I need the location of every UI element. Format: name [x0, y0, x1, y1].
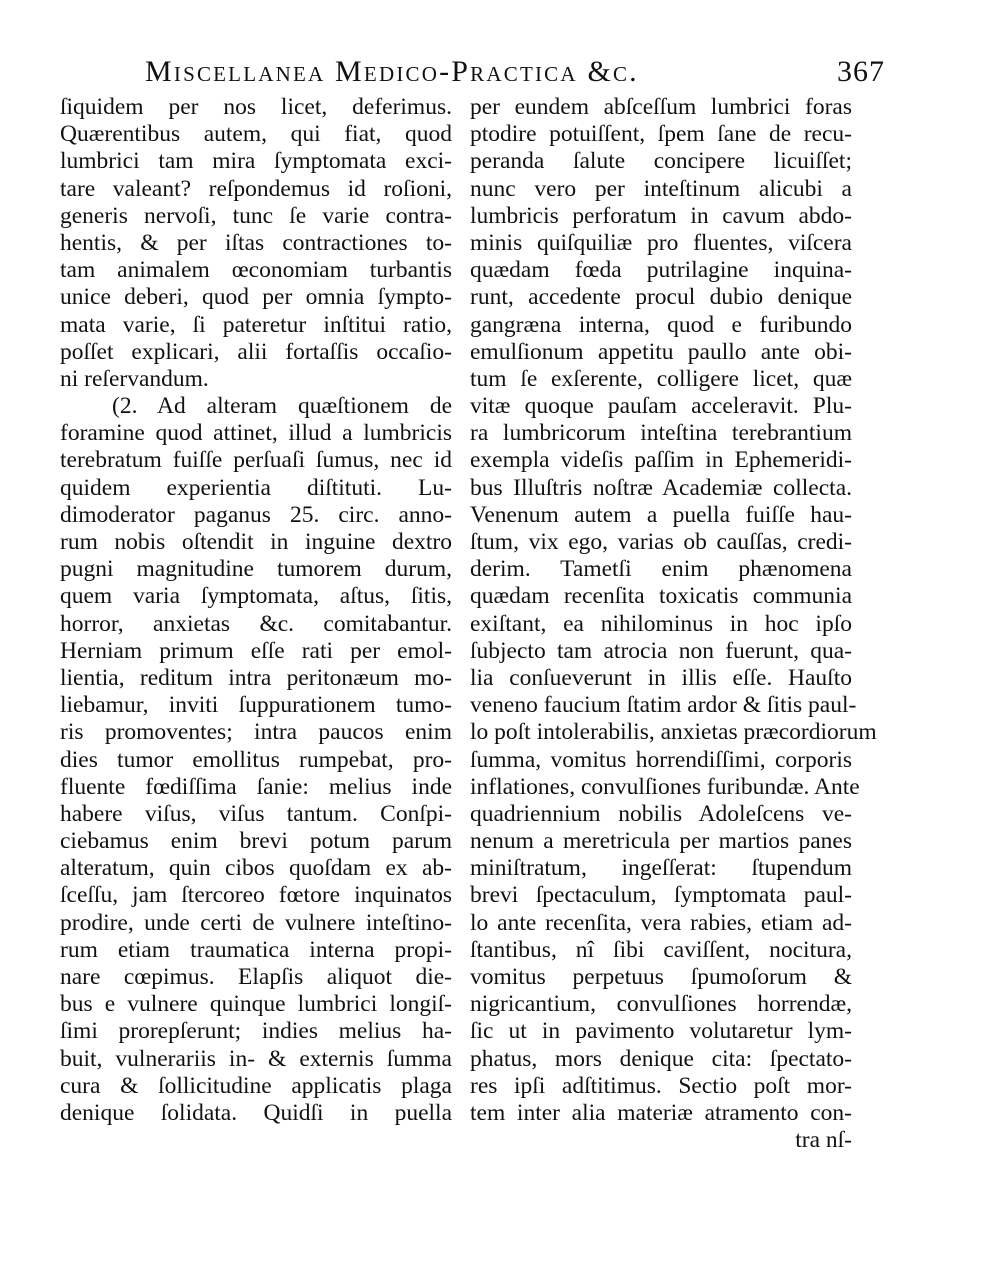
text-line: exempla videſis paſſim in Ephemeridi-: [470, 447, 852, 474]
text-line: quædam recenſita toxicatis communia: [470, 583, 852, 610]
text-line: ſumma, vomitus horrendiſſimi, corporis: [470, 746, 852, 773]
text-line: ſtantibus, nî ſibi caviſſent, nocitura,: [470, 936, 852, 963]
text-line: emulſionum appetitu paullo ante obi-: [470, 338, 852, 365]
text-line: tra nſ-: [795, 1127, 852, 1154]
text-line: nare cœpimus. Elapſis aliquot die-: [60, 964, 452, 990]
text-line: gangræna interna, quod e furibundo: [470, 311, 852, 338]
text-line: poſſet explicari, alii fortaſſis occaſio-: [60, 338, 452, 365]
text-line: lumbricis perforatum in cavum abdo-: [470, 202, 852, 229]
text-line: generis nervoſi, tunc ſe varie contra-: [60, 202, 452, 229]
right-text-column: [470, 94, 877, 1154]
text-line: tam animalem œconomiam turbantis: [60, 257, 452, 284]
text-line: liebamur, inviti ſuppurationem tumo-: [60, 692, 452, 719]
text-line: tum ſe exſerente, colligere licet, quæ: [470, 365, 852, 392]
text-line: ſic ut in pavimento volutaretur lym-: [470, 1018, 852, 1045]
text-line: denique ſolidata. Quidſi in puella: [60, 1099, 452, 1126]
text-line: ſubjecto tam atrocia non fuerunt, qua-: [470, 637, 852, 664]
text-line: ſtum, vix ego, varias ob cauſſas, credi-: [470, 529, 852, 555]
text-line: ciebamus enim brevi potum parum: [60, 828, 452, 855]
text-line: miniſtratum, ingeſſerat: ſtupendum: [470, 855, 852, 882]
text-line: lo ante recenſita, vera rabies, etiam ad-: [470, 909, 852, 936]
text-line: quem varia ſymptomata, aſtus, ſitis,: [60, 583, 452, 610]
text-line: per eundem abſceſſum lumbrici foras: [470, 94, 852, 120]
text-line: exiſtant, ea nihilominus in hoc ipſo: [470, 610, 852, 637]
running-head: [145, 52, 885, 92]
text-line: fluente fœdiſſima ſanie: melius inde: [60, 773, 452, 800]
text-line: lia conſueverunt in illis eſſe. Hauſto: [470, 664, 852, 691]
text-line: tem inter alia materiæ atramento con-: [470, 1099, 852, 1126]
text-line: Herniam primum eſſe rati per emol-: [60, 637, 452, 664]
text-line: unice deberi, quod per omnia ſympto-: [60, 284, 452, 311]
text-line: ris promoventes; intra paucos enim: [60, 719, 452, 746]
text-line: nenum a meretricula per martios panes: [470, 828, 852, 855]
page-number: 367: [837, 55, 885, 88]
text-line: peranda ſalute concipere licuiſſet;: [470, 148, 852, 175]
text-line: inflationes, convulſiones furibundæ. Ante: [470, 773, 860, 800]
text-line: lo poſt intolerabilis, anxietas præcordiorum: [470, 719, 877, 746]
running-title: Miscellanea Medico-Practica &c.: [145, 55, 639, 88]
text-line: derim. Tametſi enim phænomena: [470, 556, 852, 583]
text-line: minis quiſquiliæ pro fluentes, viſcera: [470, 229, 852, 256]
text-line: vitæ quoque pauſam acceleravit. Plu-: [470, 393, 852, 420]
text-line: bus Illuſtris noſtræ Academiæ collecta.: [470, 474, 852, 501]
text-line: vomitus perpetuus ſpumoſorum &: [470, 964, 852, 990]
text-line: dimoderator paganus 25. circ. anno-: [60, 501, 452, 528]
text-line: bus e vulnere quinque lumbrici longiſ-: [60, 991, 452, 1018]
text-line: dies tumor emollitus rumpebat, pro-: [60, 746, 452, 773]
text-line: alteratum, quin cibos quoſdam ex ab-: [60, 855, 452, 882]
text-line: Quærentibus autem, qui fiat, quod: [60, 121, 452, 148]
text-line: res ipſi adſtitimus. Sectio poſt mor-: [470, 1072, 852, 1099]
text-line: rum etiam traumatica interna propi-: [60, 936, 452, 963]
text-line: ni reſervandum.: [60, 365, 209, 392]
text-line: tare valeant? reſpondemus id roſioni,: [60, 175, 452, 202]
text-line: (2. Ad alteram quæſtionem de: [112, 393, 452, 420]
text-line: cura & ſollicitudine applicatis plaga: [60, 1072, 452, 1099]
text-line: quadriennium nobilis Adoleſcens ve-: [470, 800, 852, 827]
text-line: prodire, unde certi de vulnere inteſtino-: [60, 909, 452, 936]
text-line: nigricantium, convulſiones horrendæ,: [470, 991, 852, 1018]
text-line: nunc vero per inteſtinum alicubi a: [470, 175, 852, 202]
text-line: brevi ſpectaculum, ſymptomata paul-: [470, 882, 852, 909]
text-line: lientia, reditum intra peritonæum mo-: [60, 664, 452, 691]
text-line: hentis, & per iſtas contractiones to-: [60, 229, 452, 256]
text-line: phatus, mors denique cita: ſpectato-: [470, 1045, 852, 1072]
text-line: ſimi prorepſerunt; indies melius ha-: [60, 1018, 452, 1045]
text-line: ſiquidem per nos licet, deferimus.: [60, 94, 452, 120]
text-line: pugni magnitudine tumorem durum,: [60, 556, 452, 583]
text-line: Venenum autem a puella fuiſſe hau-: [470, 501, 852, 528]
text-line: lumbrici tam mira ſymptomata exci-: [60, 148, 452, 175]
text-line: ra lumbricorum inteſtina terebrantium: [470, 420, 852, 447]
text-line: veneno faucium ſtatim ardor & ſitis paul-: [470, 692, 857, 719]
text-line: buit, vulnerariis in- & externis ſumma: [60, 1045, 452, 1072]
text-line: terebratum fuiſſe perſuaſi ſumus, nec id: [60, 447, 452, 474]
text-line: mata varie, ſi pateretur inſtitui ratio,: [60, 311, 452, 338]
text-line: quædam fœda putrilagine inquina-: [470, 257, 852, 284]
text-line: horror, anxietas &c. comitabantur.: [60, 610, 452, 637]
text-line: runt, accedente procul dubio denique: [470, 284, 852, 311]
text-line: ptodire potuiſſent, ſpem ſane de recu-: [470, 121, 852, 148]
text-line: foramine quod attinet, illud a lumbricis: [60, 420, 452, 447]
text-line: habere viſus, viſus tantum. Conſpi-: [60, 800, 452, 827]
left-text-column: [60, 94, 452, 1127]
text-line: ſceſſu, jam ſtercoreo fœtore inquinatos: [60, 882, 452, 909]
text-line: rum nobis oſtendit in inguine dextro: [60, 529, 452, 555]
text-line: quidem experientia diſtituti. Lu-: [60, 474, 452, 501]
